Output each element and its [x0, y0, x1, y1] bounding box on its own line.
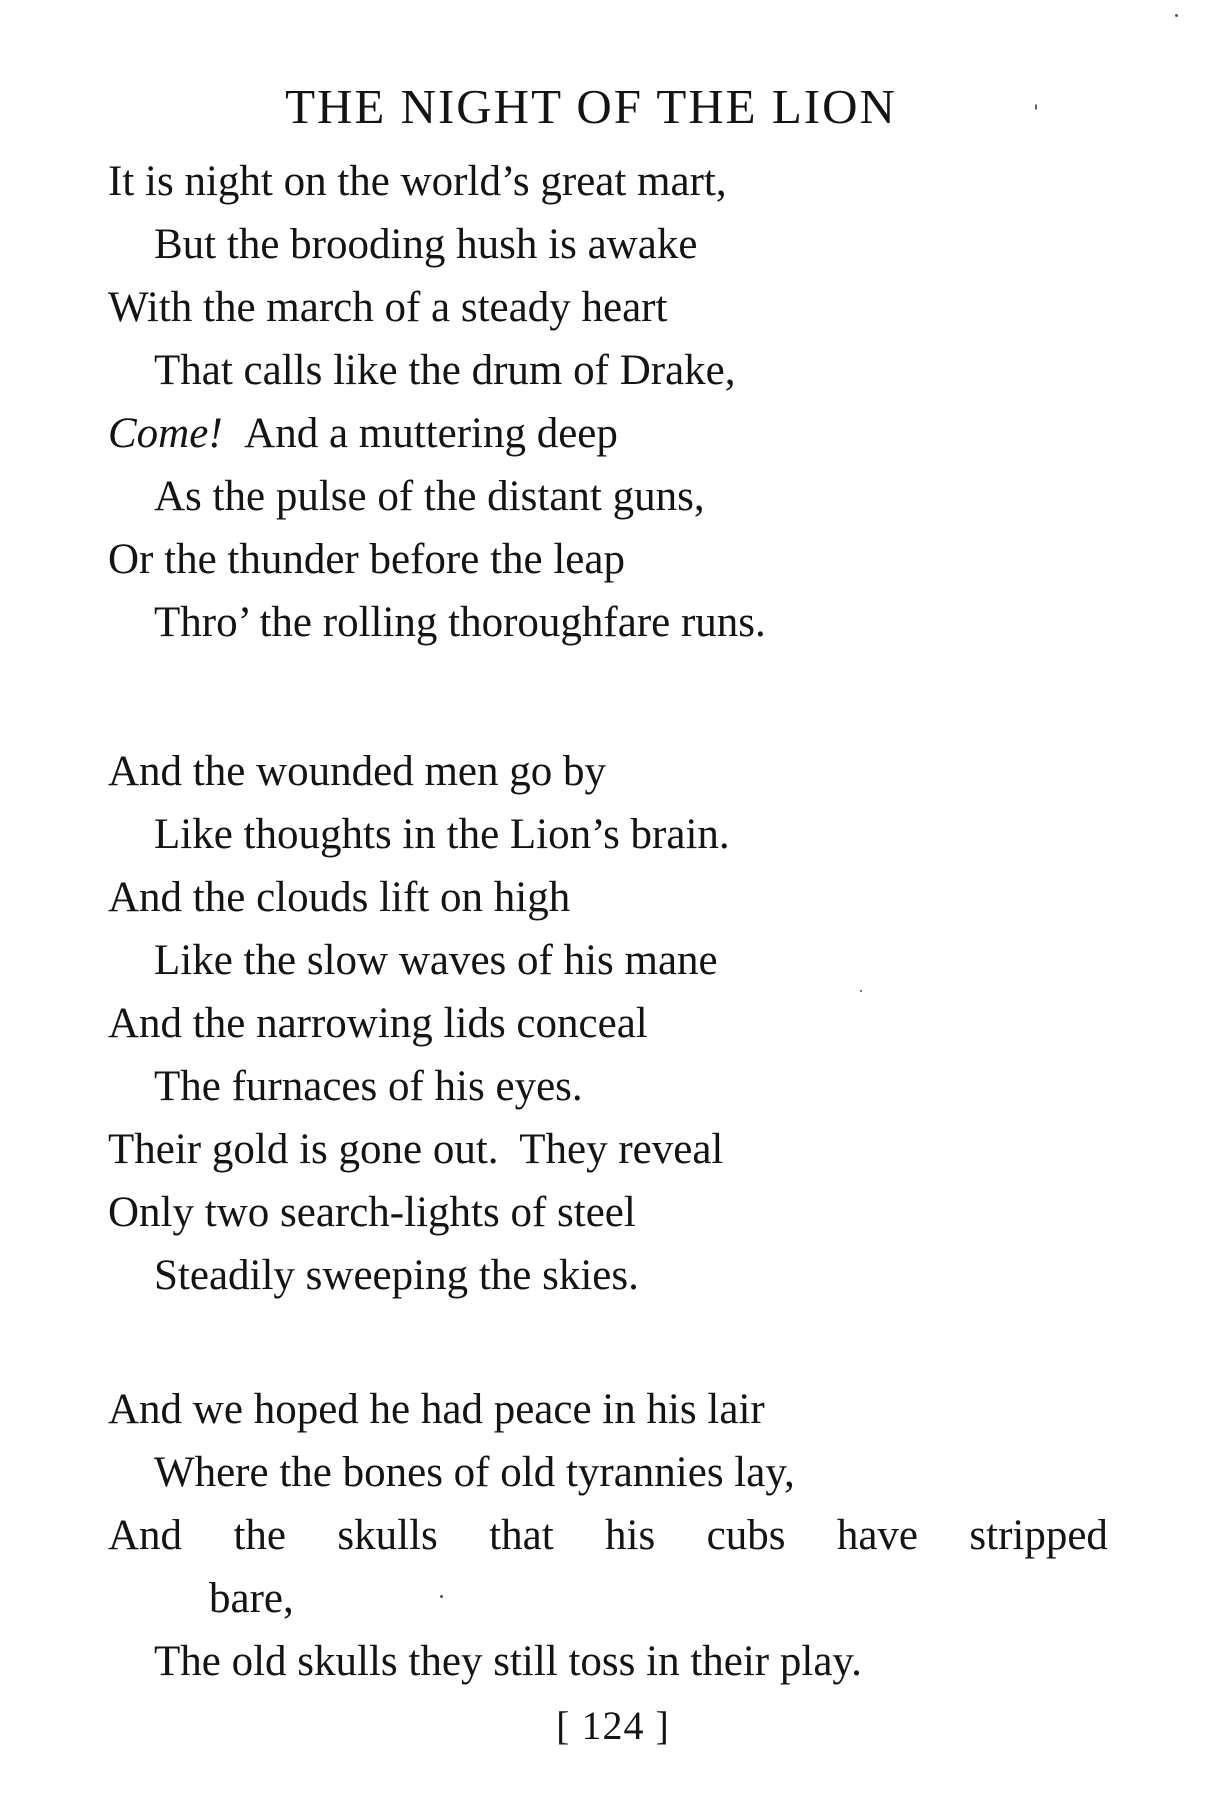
poem-line: With the march of a steady heart	[108, 284, 668, 331]
word: that	[489, 1512, 554, 1559]
poem-line: But the brooding hush is awake	[154, 221, 698, 268]
page-number: [ 124 ]	[556, 1703, 670, 1748]
poem-line: And the narrowing lids conceal	[108, 1000, 648, 1047]
word: And	[108, 1512, 183, 1559]
poem-line: Only two search-lights of steel	[108, 1189, 636, 1236]
word: have	[836, 1512, 918, 1559]
word: the	[233, 1512, 286, 1559]
poem-line: Where the bones of old tyrannies lay,	[154, 1449, 795, 1496]
word: skulls	[337, 1512, 438, 1559]
word: his	[605, 1512, 656, 1559]
poem-line: Like thoughts in the Lion’s brain.	[154, 811, 730, 858]
poem-line: That calls like the drum of Drake,	[154, 347, 736, 394]
word: stripped	[969, 1512, 1108, 1559]
poem-line-continuation: bare,	[209, 1575, 294, 1622]
poem-line: Their gold is gone out. They reveal	[108, 1126, 724, 1173]
poem-line	[108, 402, 1118, 465]
poem-line: Or the thunder before the leap	[108, 536, 625, 583]
poem-line: It is night on the world’s great mart,	[108, 158, 727, 205]
poem-line: The furnaces of his eyes.	[154, 1063, 583, 1110]
poem-line: Like the slow waves of his mane	[154, 937, 718, 984]
scan-speck	[1035, 104, 1037, 110]
scan-speck	[1175, 14, 1178, 17]
stanza-2	[108, 740, 1118, 1307]
poem-title: THE NIGHT OF THE LION	[285, 79, 897, 134]
poem-line: Thro’ the rolling thoroughfare runs.	[154, 599, 766, 646]
stanza-3	[108, 1378, 1118, 1693]
poem-line: Steadily sweeping the skies.	[154, 1252, 639, 1299]
poem-line: The old skulls they still toss in their play.	[154, 1638, 862, 1685]
word: cubs	[706, 1512, 786, 1559]
poem-line: And the wounded men go by	[108, 748, 607, 795]
scan-speck	[860, 990, 862, 992]
scan-speck	[440, 1595, 443, 1598]
italic-word: Come!	[108, 410, 223, 457]
line-text: And a muttering deep	[244, 410, 618, 457]
poem-line: And we hoped he had peace in his lair	[108, 1386, 765, 1433]
stanza-1	[108, 150, 1118, 654]
poem-line-justified	[108, 1504, 1108, 1567]
poem-line: And the clouds lift on high	[108, 874, 571, 921]
poem-line: As the pulse of the distant guns,	[154, 473, 705, 520]
